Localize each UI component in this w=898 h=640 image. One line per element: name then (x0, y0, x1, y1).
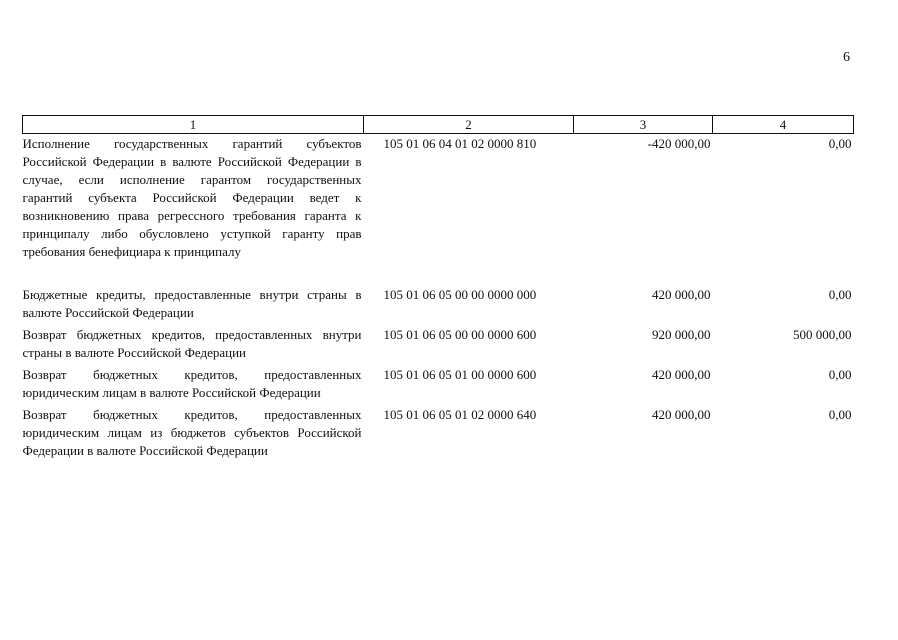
row-amount-2: 0,00 (828, 407, 852, 422)
row-amount-2: 0,00 (828, 287, 852, 302)
row-name: Возврат бюджетных кредитов, предоставленных внутри страны в валюте Российской Федерации (22, 327, 362, 360)
row-code: 105 01 06 05 00 00 0000 600 (383, 327, 537, 342)
table-row (23, 405, 854, 463)
row-code: 105 01 06 05 01 02 0000 640 (383, 407, 537, 422)
table-row (23, 365, 854, 405)
budget-table (22, 115, 854, 463)
row-amount-1: 420 000,00 (652, 287, 711, 302)
table-row (23, 134, 854, 286)
row-amount-1: 920 000,00 (652, 327, 711, 342)
row-code: 105 01 06 05 00 00 0000 000 (383, 287, 537, 302)
header-row (23, 116, 854, 134)
table-header (23, 116, 854, 134)
row-amount-2: 0,00 (828, 136, 852, 151)
row-amount-1: 420 000,00 (652, 367, 711, 382)
header-col-1: 1 (23, 116, 364, 134)
row-name: Возврат бюджетных кредитов, предоставленных юридическим лицам в валюте Российской Федерации (22, 367, 362, 400)
row-amount-2: 500 000,00 (793, 327, 852, 342)
row-code: 105 01 06 04 01 02 0000 810 (383, 136, 537, 151)
header-col-4: 4 (713, 116, 854, 134)
row-name: Бюджетные кредиты, предоставленные внутри страны в валюте Российской Федерации (22, 287, 362, 320)
table-row (23, 285, 854, 325)
row-name: Исполнение государственных гарантий субъектов Российской Федерации в валюте Российской Федерации в случае, если исполнение гарантом государственных гарантий субъекта Российской Федерации ведет к возникновению права регрессного требования гаранта к принципалу либо обусловлено уступкой гаранту прав требования бенефициара к принципалу (22, 136, 362, 259)
row-amount-1: 420 000,00 (652, 407, 711, 422)
row-amount-1: -420 000,00 (647, 136, 711, 151)
row-name: Возврат бюджетных кредитов, предоставленных юридическим лицам из бюджетов субъектов Российской Федерации в валюте Российской Федерации (22, 407, 362, 458)
header-col-3: 3 (574, 116, 713, 134)
table-row (23, 325, 854, 365)
table-body (23, 134, 854, 464)
row-code: 105 01 06 05 01 00 0000 600 (383, 367, 537, 382)
row-amount-2: 0,00 (828, 367, 852, 382)
header-col-2: 2 (364, 116, 574, 134)
page-number: 6 (843, 50, 850, 65)
